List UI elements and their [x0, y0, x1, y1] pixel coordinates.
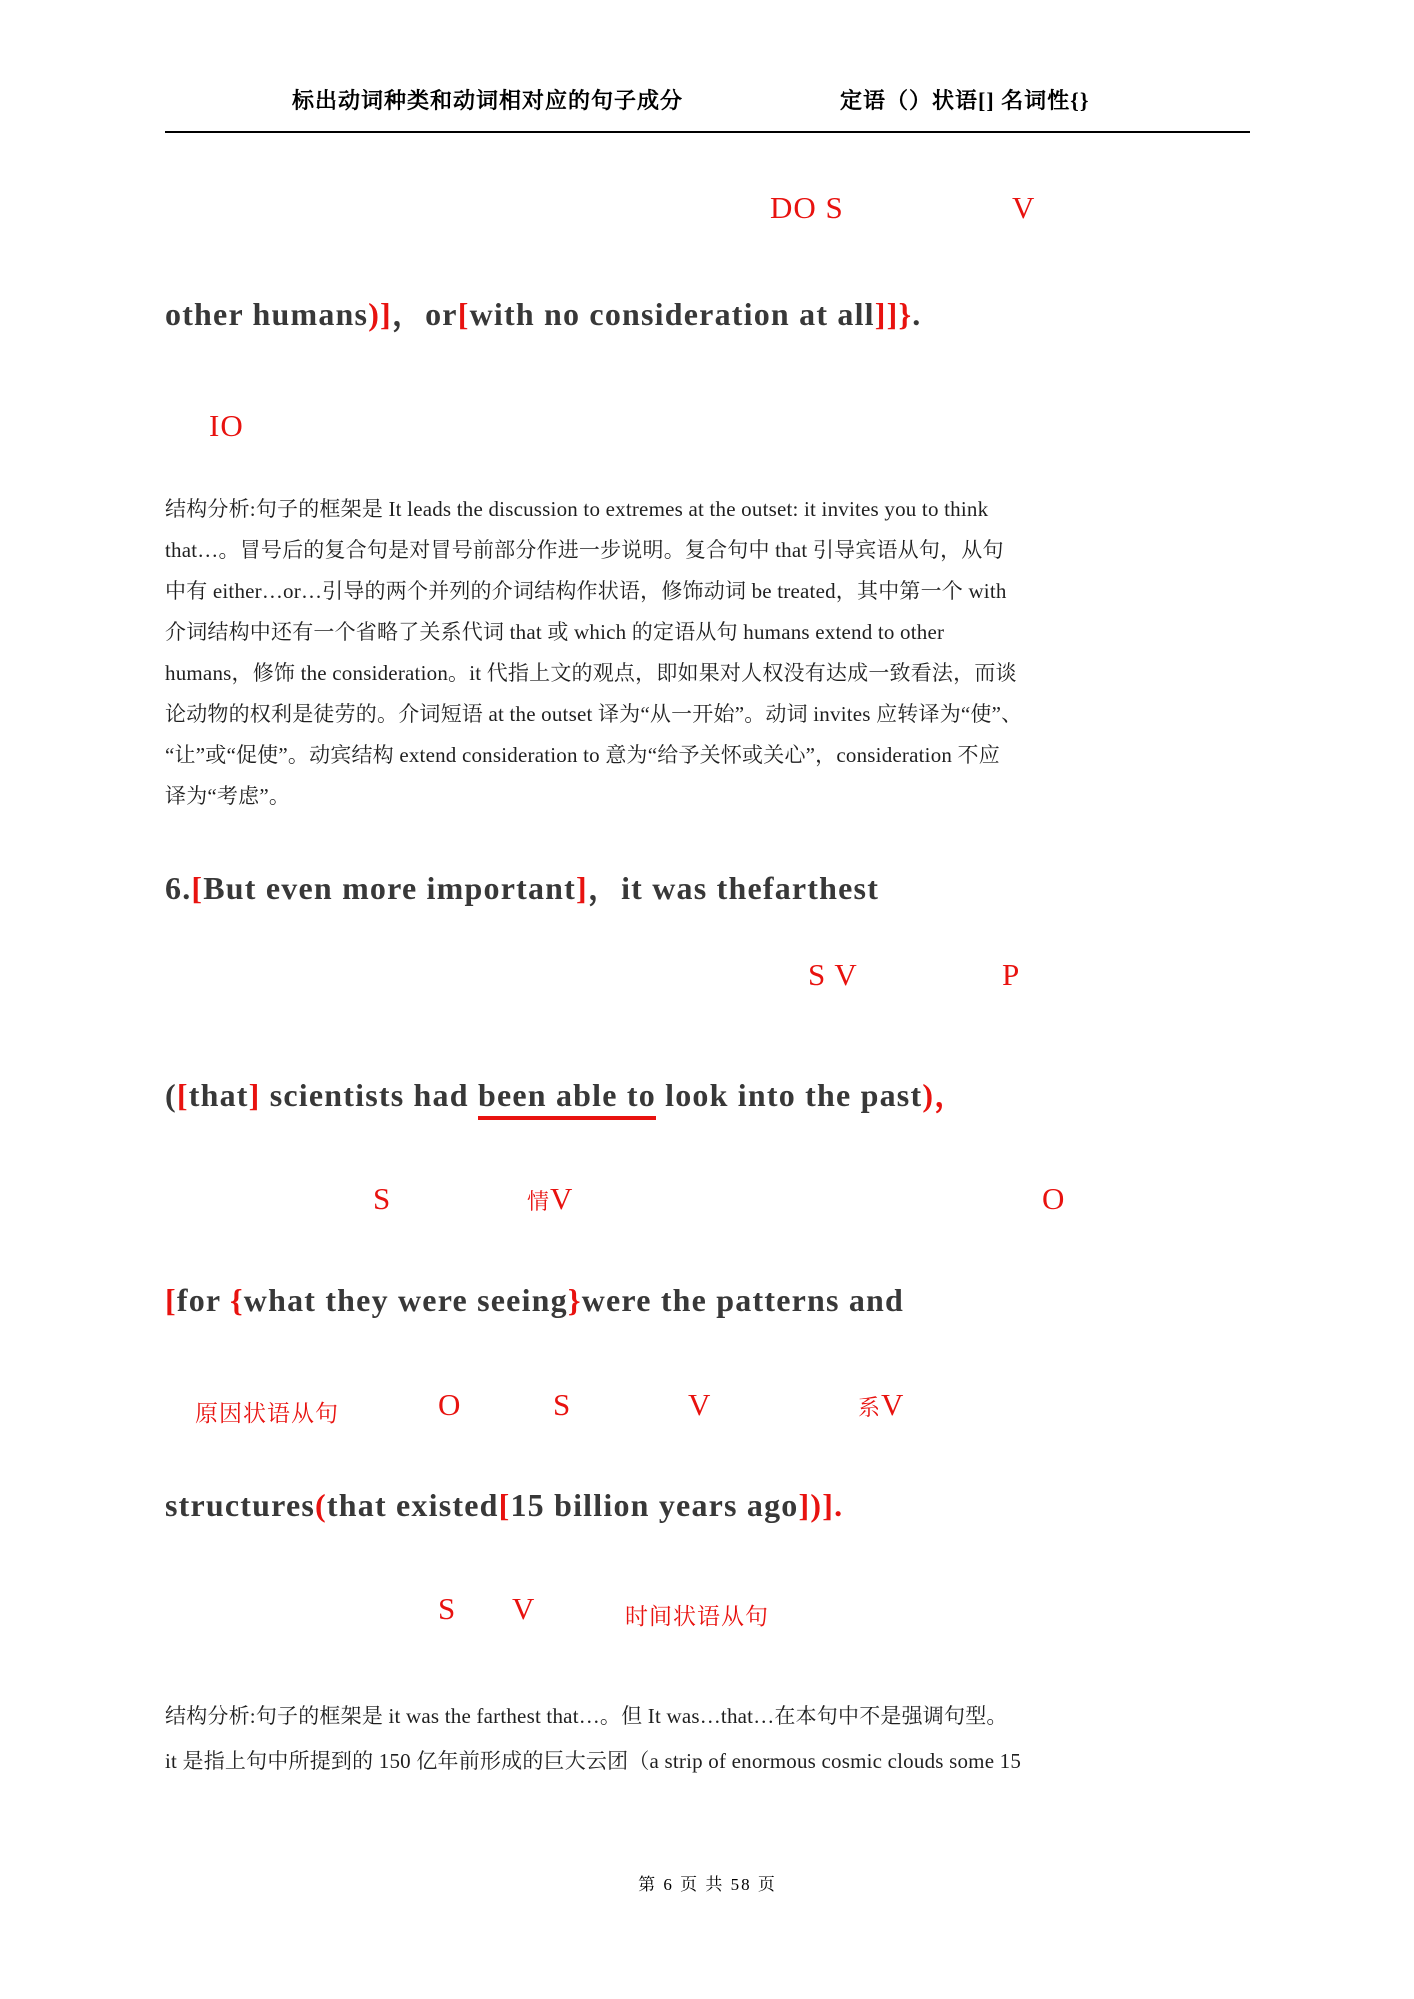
grammar-label-modal-v — [527, 1181, 573, 1217]
grammar-label-o: O — [1042, 1181, 1066, 1216]
header-right-legend: 定语（）状语[] 名词性{} — [840, 88, 1090, 113]
grammar-label-p: P — [1002, 957, 1021, 992]
sentence-segment: ，or — [391, 296, 458, 332]
sentence-segment: ]]} — [874, 296, 913, 332]
grammar-label-io: IO — [209, 408, 244, 443]
header-left-title: 标出动词种类和动词相对应的句子成分 — [292, 88, 684, 113]
sentence-segment: 15 billion years ago — [510, 1487, 799, 1523]
sentence-segment: But even more important — [203, 870, 577, 906]
grammar-label-v: V — [512, 1591, 536, 1626]
sentence-segment: } — [567, 1282, 582, 1318]
sentence-segment: )] — [368, 296, 392, 332]
sentence-segment: ( — [315, 1487, 327, 1523]
linking-marker: 系 — [858, 1395, 882, 1420]
sentence-segment: look into the past — [655, 1077, 923, 1113]
sentence-segment: ] — [248, 1077, 261, 1113]
sentence-segment: [ — [457, 296, 470, 332]
v-letter: V — [881, 1387, 905, 1422]
analysed-sentence-6-heading — [165, 863, 879, 909]
grammar-label-s: S — [553, 1387, 572, 1422]
sentence-segment: were the patterns and — [581, 1282, 905, 1318]
sentence-segment: ，it was thefarthest — [587, 870, 880, 906]
sentence-segment: [ — [191, 870, 204, 906]
grammar-label-o: O — [438, 1387, 462, 1422]
page-footer-page-indicator: 第 6 页 共 58 页 — [638, 1875, 777, 1894]
analysed-sentence-3 — [165, 1282, 904, 1319]
header-rule — [165, 131, 1250, 133]
analysis-line: humans，修饰 the consideration。it 代指上文的观点，即如果对人权没有达成一致看法，而谈 — [165, 661, 1017, 685]
sentence-segment: for — [176, 1282, 230, 1318]
sentence-segment: [ — [165, 1282, 177, 1318]
sentence-segment: 6. — [165, 870, 192, 906]
grammar-label-v: V — [688, 1387, 712, 1422]
sentence-segment: [ — [176, 1077, 189, 1113]
sentence-segment: ] — [576, 870, 588, 906]
sentence-segment: ( — [165, 1077, 177, 1113]
grammar-label-s: S — [438, 1591, 457, 1626]
v-letter: V — [550, 1181, 574, 1216]
grammar-label-s-v: S V — [808, 957, 858, 992]
analysed-sentence-4 — [165, 1487, 843, 1524]
sentence-segment: other humans — [165, 296, 369, 332]
analysis-paragraph-1 — [165, 489, 1022, 817]
grammar-label-do-s: DO S — [770, 190, 844, 225]
analysis-line: 译为“考虑”。 — [165, 784, 291, 808]
analysis-line: “让”或“促使”。动宾结构 extend consideration to 意为“给予关怀或关心”，consideration 不应 — [165, 743, 1000, 767]
sentence-segment: . — [912, 296, 922, 332]
sentence-segment-underlined: been able to — [478, 1077, 656, 1120]
analysis-line: 介词结构中还有一个省略了关系代词 that 或 which 的定语从句 humans extend to other — [165, 620, 945, 644]
sentence-segment: { — [229, 1282, 244, 1318]
grammar-label-linking-v — [858, 1387, 904, 1423]
grammar-label-time-adverbial-clause: 时间状语从句 — [625, 1604, 769, 1629]
grammar-label-s: S — [373, 1181, 392, 1216]
analysed-sentence-2 — [165, 1070, 967, 1116]
sentence-segment: with no consideration at all — [469, 296, 875, 332]
sentence-segment: what they were seeing — [243, 1282, 568, 1318]
sentence-segment: [ — [498, 1487, 511, 1523]
analysis-line: 结构分析:句子的框架是 It leads the discussion to extremes at the outset: it invites you to think — [165, 497, 989, 521]
analysis-paragraph-2 — [165, 1694, 1021, 1784]
sentence-segment: )， — [922, 1077, 968, 1113]
grammar-label-reason-adverbial-clause: 原因状语从句 — [195, 1401, 339, 1426]
analysis-line: 中有 either…or…引导的两个并列的介词结构作状语，修饰动词 be treated，其中第一个 with — [165, 579, 1007, 603]
sentence-segment: scientists had — [260, 1077, 478, 1113]
sentence-segment: structures — [165, 1487, 316, 1523]
analysed-sentence-1 — [165, 289, 922, 335]
analysis-line: that…。冒号后的复合句是对冒号前部分作进一步说明。复合句中 that 引导宾语从句，从句 — [165, 538, 1004, 562]
grammar-label-v: V — [1012, 190, 1036, 225]
sentence-segment: that — [188, 1077, 249, 1113]
analysis-line: it 是指上句中所提到的 150 亿年前形成的巨大云团（a strip of enormous cosmic clouds some 15 — [165, 1749, 1022, 1773]
analysis-line: 结构分析:句子的框架是 it was the farthest that…。但 It was…that…在本句中不是强调句型。 — [165, 1704, 1008, 1728]
sentence-segment: that existed — [326, 1487, 499, 1523]
analysis-line: 论动物的权利是徒劳的。介词短语 at the outset 译为“从一开始”。动词 invites 应转译为“使”、 — [165, 702, 1023, 726]
sentence-segment: ])]. — [798, 1487, 844, 1523]
modal-marker: 情 — [527, 1189, 551, 1214]
